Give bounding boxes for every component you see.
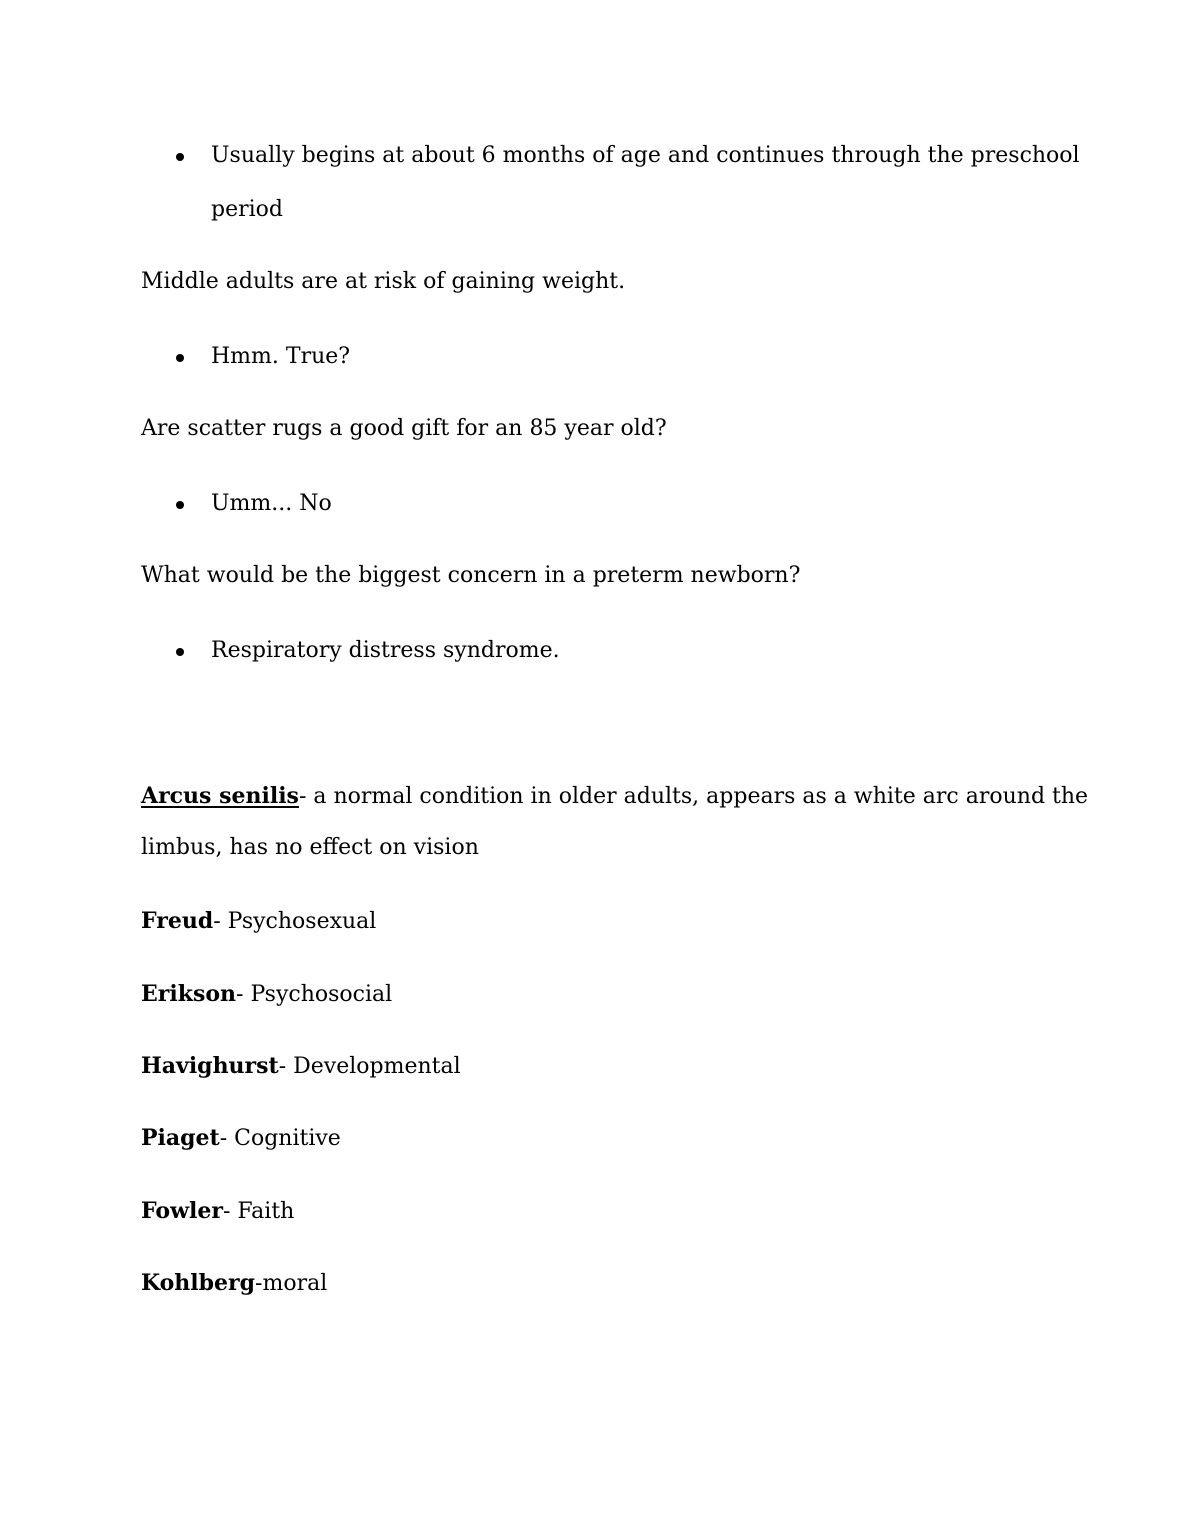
theorist-name: Fowler [141, 1198, 223, 1224]
theorist-description: - Cognitive [219, 1126, 341, 1151]
theorist-description: - Faith [222, 1199, 295, 1224]
theorist-line [141, 1200, 294, 1223]
theorist-name: Kohlberg [141, 1270, 256, 1296]
definition-line: limbus, has no effect on vision [141, 835, 479, 860]
theorist-line [141, 1272, 327, 1295]
bullet-icon [176, 153, 184, 161]
bullet-text-line-1: Usually begins at about 6 months of age and continues through the preschool [211, 143, 1080, 168]
answer-text: Hmm. True? [211, 344, 351, 369]
theorist-line [141, 983, 392, 1006]
theorist-name: Freud [141, 908, 214, 934]
theorist-description: -moral [255, 1271, 328, 1296]
definition-line [141, 785, 1088, 808]
theorist-name: Erikson [141, 981, 237, 1007]
bullet-icon [176, 648, 184, 656]
theorist-description: - Developmental [278, 1054, 461, 1079]
theorist-description: - Psychosexual [213, 909, 377, 934]
answer-text: Respiratory distress syndrome. [211, 638, 560, 663]
bullet-text-line-2: period [211, 197, 283, 222]
theorist-description: - Psychosocial [236, 982, 393, 1007]
definition-term: Arcus senilis [141, 783, 299, 809]
theorist-name: Piaget [141, 1125, 220, 1151]
theorist-line [141, 1055, 461, 1078]
question-text: What would be the biggest concern in a preterm newborn? [141, 563, 801, 588]
bullet-icon [176, 501, 184, 509]
question-text: Are scatter rugs a good gift for an 85 year old? [141, 416, 667, 441]
question-text: Middle adults are at risk of gaining weight. [141, 269, 626, 294]
bullet-icon [176, 354, 184, 362]
theorist-line [141, 1127, 341, 1150]
theorist-line [141, 910, 376, 933]
definition-text: - a normal condition in older adults, appears as a white arc around the [298, 784, 1089, 809]
theorist-name: Havighurst [141, 1053, 279, 1079]
answer-text: Umm... No [211, 491, 332, 516]
